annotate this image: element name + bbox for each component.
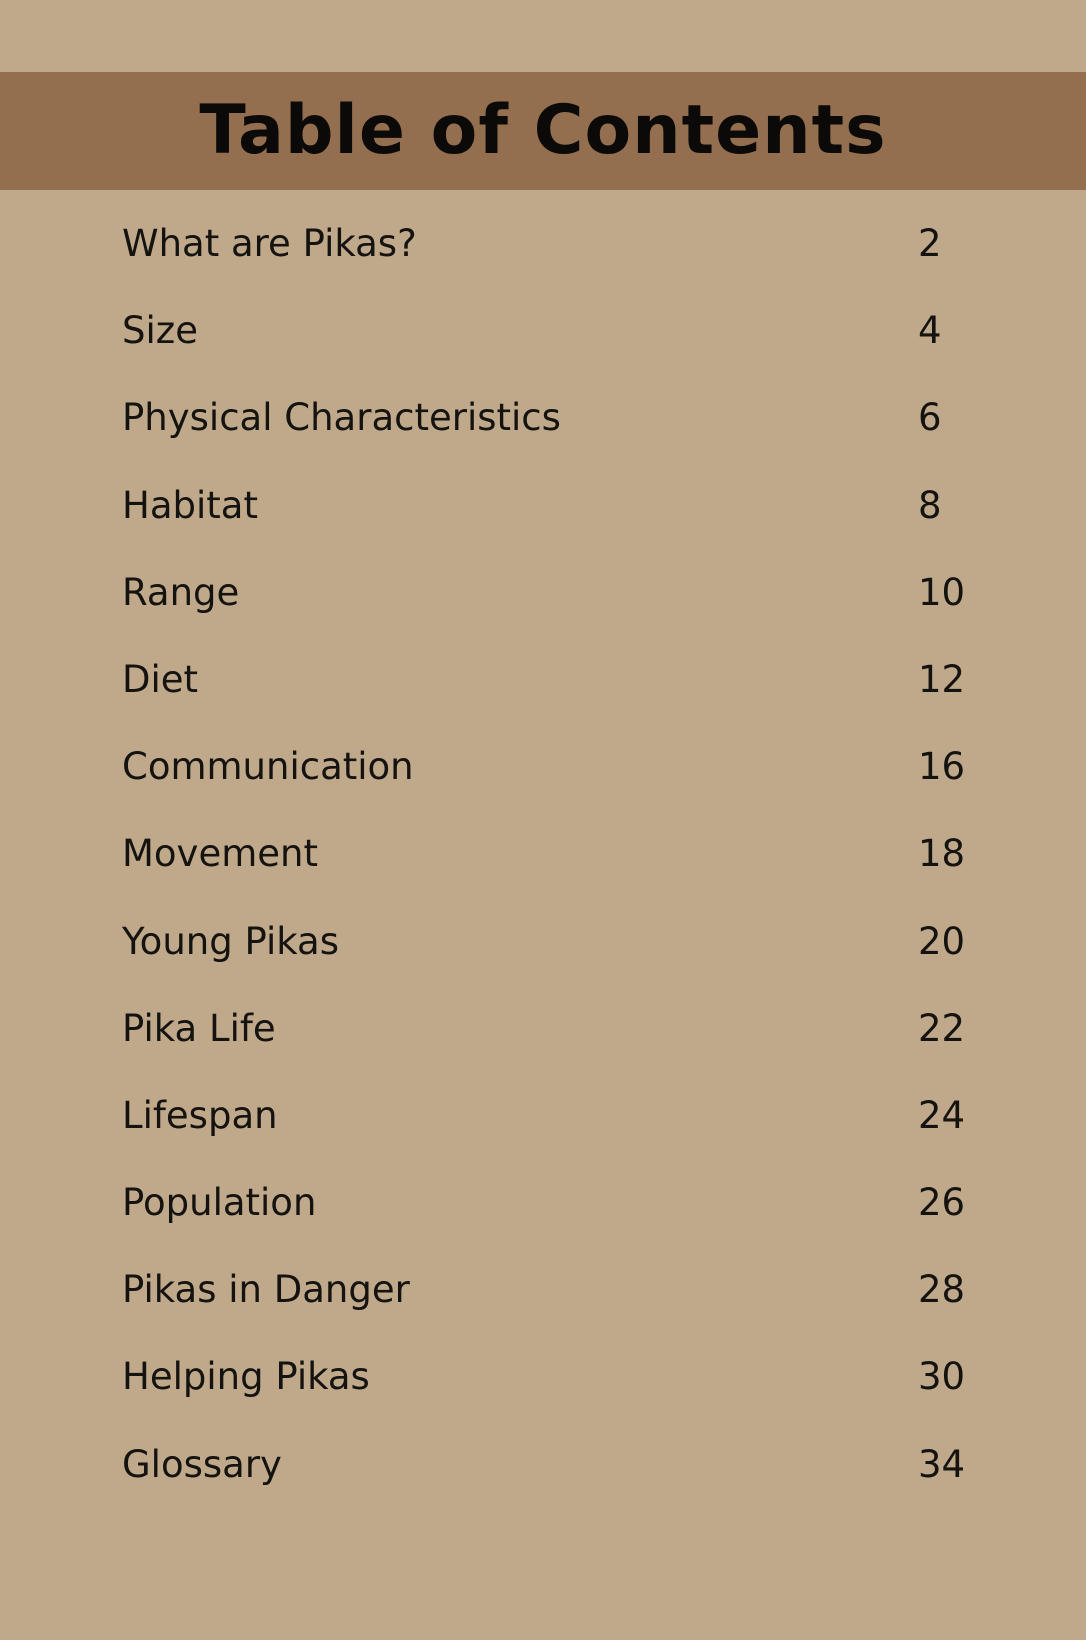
toc-entry-page: 24 — [918, 1093, 966, 1137]
toc-entry-page: 6 — [918, 396, 942, 440]
toc-entry-physical-characteristics[interactable] — [0, 378, 1086, 465]
toc-entry-title: Lifespan — [122, 1093, 278, 1137]
title-banner — [0, 72, 1086, 190]
toc-entry-lifespan[interactable] — [0, 1076, 1086, 1163]
toc-entry-title: Range — [122, 570, 240, 614]
toc-entry-helping-pikas[interactable] — [0, 1337, 1086, 1424]
toc-entry-size[interactable] — [0, 291, 1086, 378]
toc-entry-title: Glossary — [122, 1442, 282, 1486]
toc-entry-page: 20 — [918, 919, 966, 963]
toc-entry-title: Pika Life — [122, 1006, 276, 1050]
toc-entry-title: Physical Characteristics — [122, 396, 561, 440]
toc-entry-title: Size — [122, 309, 198, 353]
toc-entry-page: 10 — [918, 570, 966, 614]
toc-entry-title: Movement — [122, 832, 318, 876]
toc-entry-title: Pikas in Danger — [122, 1268, 410, 1312]
toc-entry-page: 34 — [918, 1442, 966, 1486]
toc-entry-title: Young Pikas — [122, 919, 339, 963]
toc-entry-page: 4 — [918, 309, 942, 353]
page-title: Table of Contents — [199, 91, 887, 170]
toc-entry-page: 30 — [918, 1355, 966, 1399]
toc-entry-title: What are Pikas? — [122, 222, 417, 265]
toc-entry-what-are-pikas[interactable] — [0, 204, 1086, 291]
toc-entry-pikas-in-danger[interactable] — [0, 1250, 1086, 1337]
toc-entry-page: 26 — [918, 1181, 966, 1225]
toc-entry-page: 16 — [918, 745, 966, 789]
toc-entry-communication[interactable] — [0, 727, 1086, 814]
table-of-contents — [0, 204, 1086, 1512]
toc-entry-movement[interactable] — [0, 814, 1086, 901]
toc-entry-glossary[interactable] — [0, 1425, 1086, 1512]
toc-entry-habitat[interactable] — [0, 466, 1086, 553]
toc-entry-page: 18 — [918, 832, 966, 876]
toc-entry-diet[interactable] — [0, 640, 1086, 727]
toc-entry-page: 8 — [918, 483, 942, 527]
toc-entry-page: 12 — [918, 657, 966, 701]
toc-entry-title: Habitat — [122, 483, 258, 527]
toc-entry-population[interactable] — [0, 1163, 1086, 1250]
toc-entry-page: 22 — [918, 1006, 966, 1050]
toc-entry-title: Helping Pikas — [122, 1355, 370, 1399]
toc-entry-title: Population — [122, 1181, 317, 1225]
toc-entry-page: 28 — [918, 1268, 966, 1312]
toc-entry-range[interactable] — [0, 553, 1086, 640]
toc-entry-pika-life[interactable] — [0, 989, 1086, 1076]
toc-entry-title: Diet — [122, 657, 199, 701]
toc-entry-title: Communication — [122, 745, 414, 789]
toc-entry-page: 2 — [918, 222, 942, 265]
toc-entry-young-pikas[interactable] — [0, 902, 1086, 989]
